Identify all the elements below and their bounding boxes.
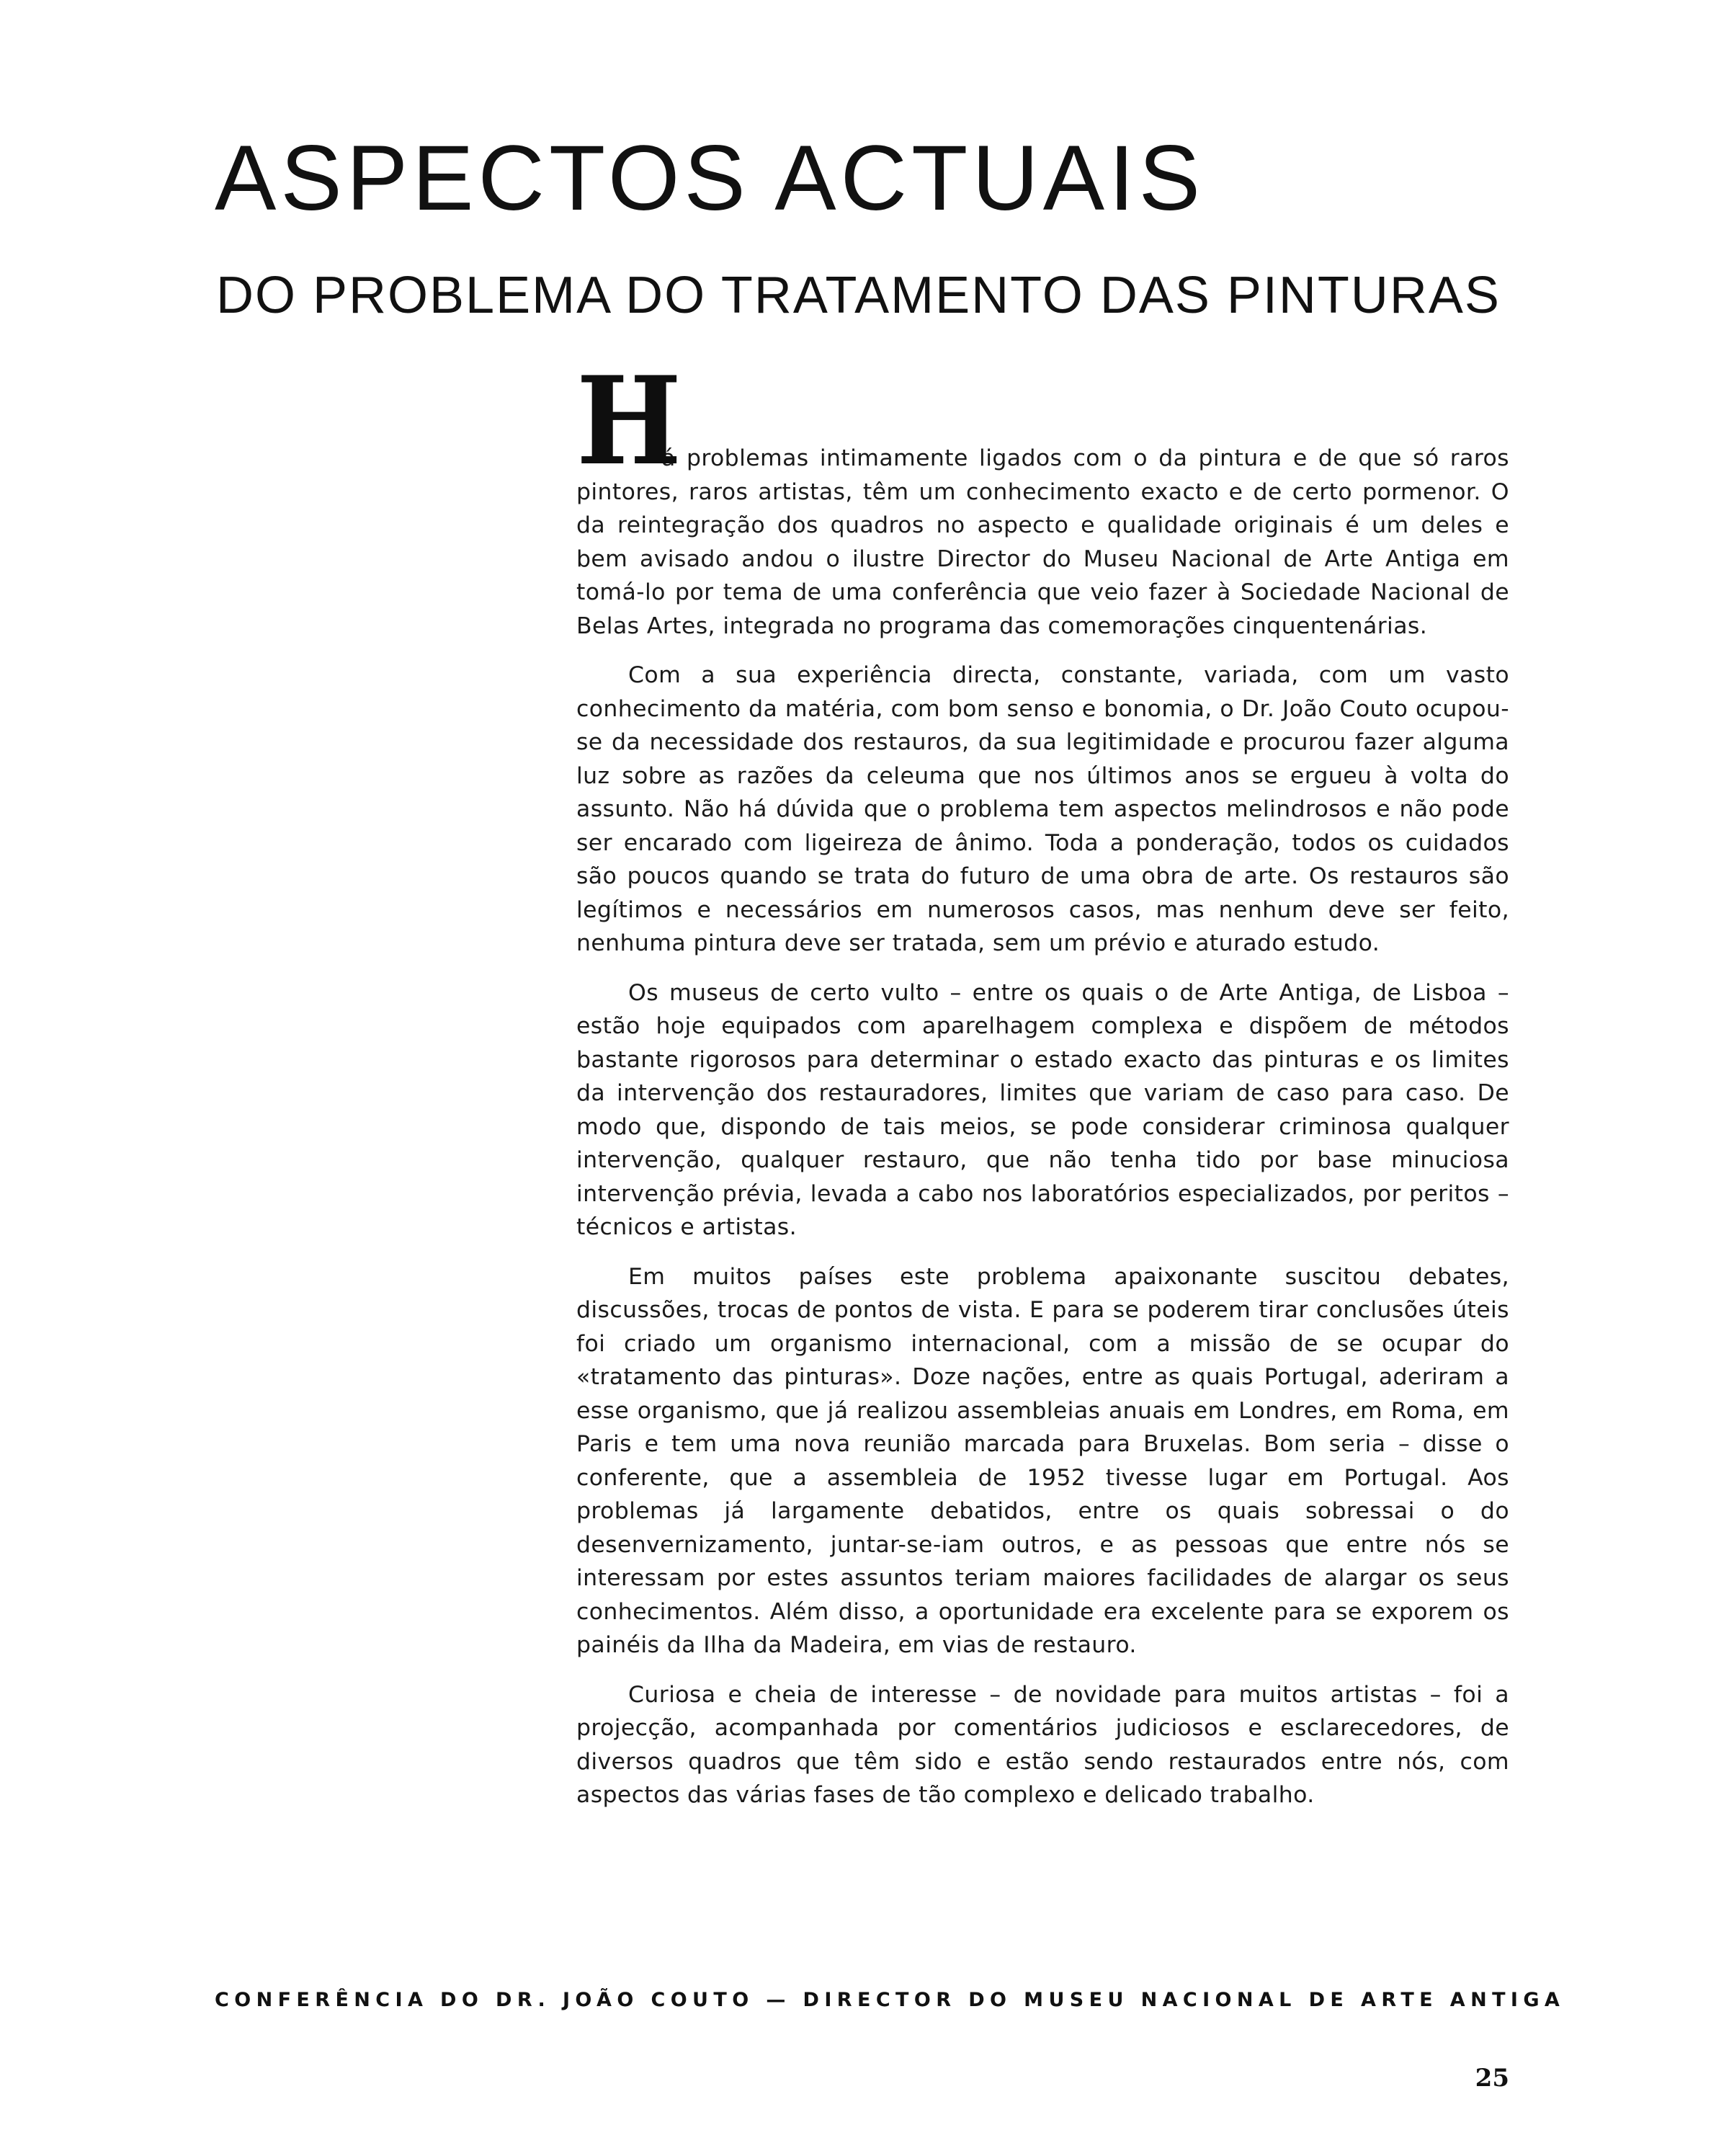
- article-paragraph-5: Curiosa e cheia de interesse – de novidade para muitos artistas – foi a projecção, acompanhada por comentários judiciosos e esclarecedores, de diversos quadros que têm sido e estão sendo restaurados entre nós, com aspectos das várias fases de tão complexo e delicado trabalho.: [576, 1681, 1509, 1808]
- article-title: ASPECTOS ACTUAIS: [215, 127, 1205, 230]
- conference-credit: CONFERÊNCIA DO DR. JOÃO COUTO — DIRECTOR DO MUSEU NACIONAL DE ARTE ANTIGA: [215, 1989, 1565, 2011]
- article-paragraph-1: [576, 349, 1509, 643]
- article-paragraph-4: Em muitos países este problema apaixonante suscitou debates, discussões, trocas de pontos de vista. E para se poderem tirar conclusões úteis foi criado um organismo internacional, com a missão de se ocupar do «tratamento das pinturas». Doze nações, entre as quais Portugal, aderiram a esse organismo, que já realizou assembleias anuais em Londres, em Roma, em Paris e tem uma nova reunião marcada para Bruxelas. Bom seria – disse o conferente, que a assembleia de 1952 tivesse lugar em Portugal. Aos problemas já largamente debatidos, entre os quais sobressai o do desenvernizamento, juntar-se-iam outros, e as pessoas que entre nós se interessam por estes assuntos teriam maiores facilidades de alargar os seus conhecimentos. Além disso, a oportunidade era excelente para se exporem os painéis da Ilha da Madeira, em vias de restauro.: [576, 1263, 1509, 1658]
- article-subtitle: DO PROBLEMA DO TRATAMENTO DAS PINTURAS: [216, 267, 1501, 324]
- article-paragraph-3: Os museus de certo vulto – entre os quais o de Arte Antiga, de Lisboa – estão hoje equipados com aparelhagem complexa e dispõem de métodos bastante rigorosos para determinar o estado exacto das pinturas e os limites da intervenção dos restauradores, limites que variam de caso para caso. De modo que, dispondo de tais meios, se pode considerar criminosa qualquer intervenção, qualquer restauro, que não tenha tido por base minuciosa intervenção prévia, levada a cabo nos laboratórios especializados, por peritos – técnicos e artistas.: [576, 979, 1509, 1240]
- article-paragraph-2: Com a sua experiência directa, constante, variada, com um vasto conhecimento da matéria, com bom senso e bonomia, o Dr. João Couto ocupou-se da necessidade dos restauros, da sua legitimidade e procurou fazer alguma luz sobre as razões da celeuma que nos últimos anos se ergueu à volta do assunto. Não há dúvida que o problema tem aspectos melindrosos e não pode ser encarado com ligeireza de ânimo. Toda a ponderação, todos os cuidados são poucos quando se trata do futuro de uma obra de arte. Os restauros são legítimos e necessários em numerosos casos, mas nenhum deve ser feito, nenhuma pintura deve ser tratada, sem um prévio e aturado estudo.: [576, 662, 1509, 956]
- page-number: 25: [1475, 2064, 1509, 2093]
- paragraph-1-text: á problemas intimamente ligados com o da pintura e de que só raros pintores, raros artistas, têm um conhecimento exacto e de certo pormenor. O da reintegração dos quadros no aspecto e qualidade originais é um deles e bem avisado andou o ilustre Director do Museu Nacional de Arte Antiga em tomá-lo por tema de uma conferência que veio fazer à Sociedade Nacional de Belas Artes, integrada no programa das comemorações cinquentenárias.: [576, 445, 1509, 639]
- drop-cap: H: [576, 349, 682, 492]
- article-body: [576, 349, 1509, 1828]
